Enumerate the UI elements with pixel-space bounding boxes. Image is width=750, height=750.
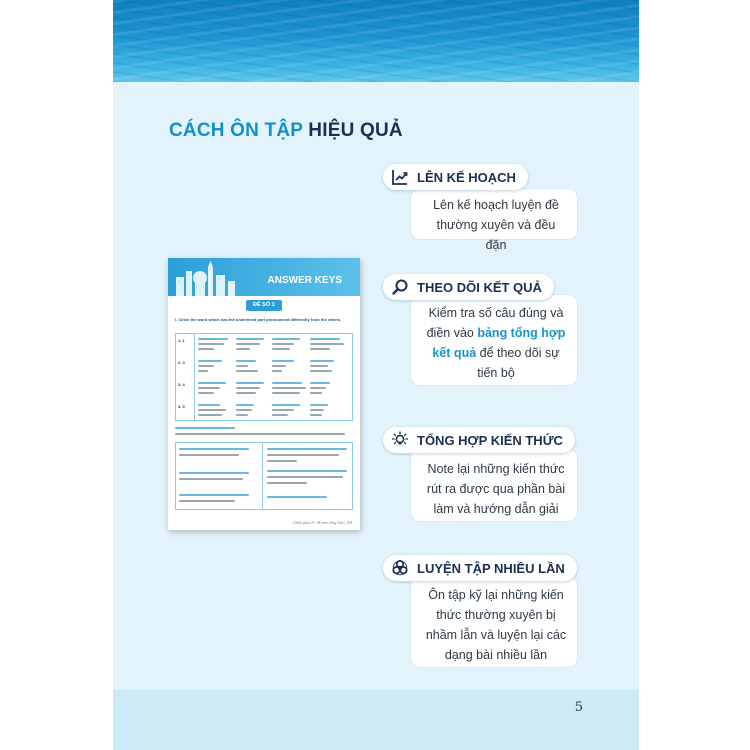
- results-table-highlight: bảng tổng hợp kết quả: [432, 326, 566, 360]
- footer-band: [113, 690, 639, 750]
- city-skyline-icon: [170, 261, 250, 297]
- sea-header-banner: [113, 0, 639, 82]
- row-number: 1. 1: [178, 338, 185, 343]
- plan-label: [383, 164, 528, 190]
- thumbnail-footer: Chinh phục 9+ đề môn tiếng Anh | 109: [292, 521, 352, 525]
- track-results-label: [383, 274, 554, 300]
- summarize-knowledge-card-text: Note lại những kiến thức rút ra được qua phần bài làm và hướng dẫn giải: [426, 462, 566, 516]
- practice-repeatedly-card: [410, 576, 578, 668]
- track-results-card: [410, 294, 578, 386]
- row-number: 3. 4: [178, 382, 185, 387]
- magnifier-icon: [391, 278, 409, 296]
- practice-repeatedly-card-text: Ôn tập kỹ lại những kiến thức thường xuyên bị nhầm lẫn và luyện lại các dạng bài nhiều lần: [425, 588, 567, 662]
- page-title: [169, 120, 403, 142]
- track-results-card-text: Kiểm tra số câu đúng và điền vào bảng tổng hợp kết quả để theo dõi sự tiến bộ: [426, 306, 566, 380]
- answer-keys-thumbnail: [168, 258, 360, 530]
- practice-repeatedly-label: [383, 555, 577, 581]
- plan-card: [410, 188, 578, 252]
- summarize-knowledge-label: [383, 427, 575, 453]
- track-results-label-text: THEO DÕI KẾT QUẢ: [417, 279, 542, 295]
- plan-label-text: LÊN KẾ HOẠCH: [417, 169, 516, 185]
- row-number: 2. 0: [178, 360, 185, 365]
- thumbnail-instruction: I. Circle the word which has the underlined part pronounced differently from the others.: [175, 317, 342, 322]
- answer-table: [175, 333, 353, 421]
- book-page: [113, 0, 639, 750]
- thumbnail-header-banner: [168, 258, 360, 296]
- practice-repeatedly-label-text: LUYỆN TẬP NHIỀU LẦN: [417, 560, 565, 576]
- exam-number-tag: ĐỀ SỐ 1: [246, 300, 282, 311]
- row-number: 4. 0: [178, 404, 185, 409]
- page-title-part1: CÁCH ÔN TẬP: [169, 120, 303, 141]
- summarize-knowledge-label-text: TỔNG HỢP KIẾN THỨC: [417, 432, 563, 448]
- summarize-knowledge-card: [410, 448, 578, 522]
- biohazard-icon: [391, 559, 409, 577]
- thumbnail-header-title: ANSWER KEYS: [267, 275, 342, 286]
- plan-card-text: Lên kế hoạch luyện đề thường xuyên và đều đặn: [433, 198, 559, 252]
- lightbulb-icon: [391, 431, 409, 449]
- chart-trend-icon: [391, 168, 409, 186]
- page-number: 5: [574, 700, 583, 715]
- page-title-part2: HIỆU QUẢ: [308, 120, 403, 141]
